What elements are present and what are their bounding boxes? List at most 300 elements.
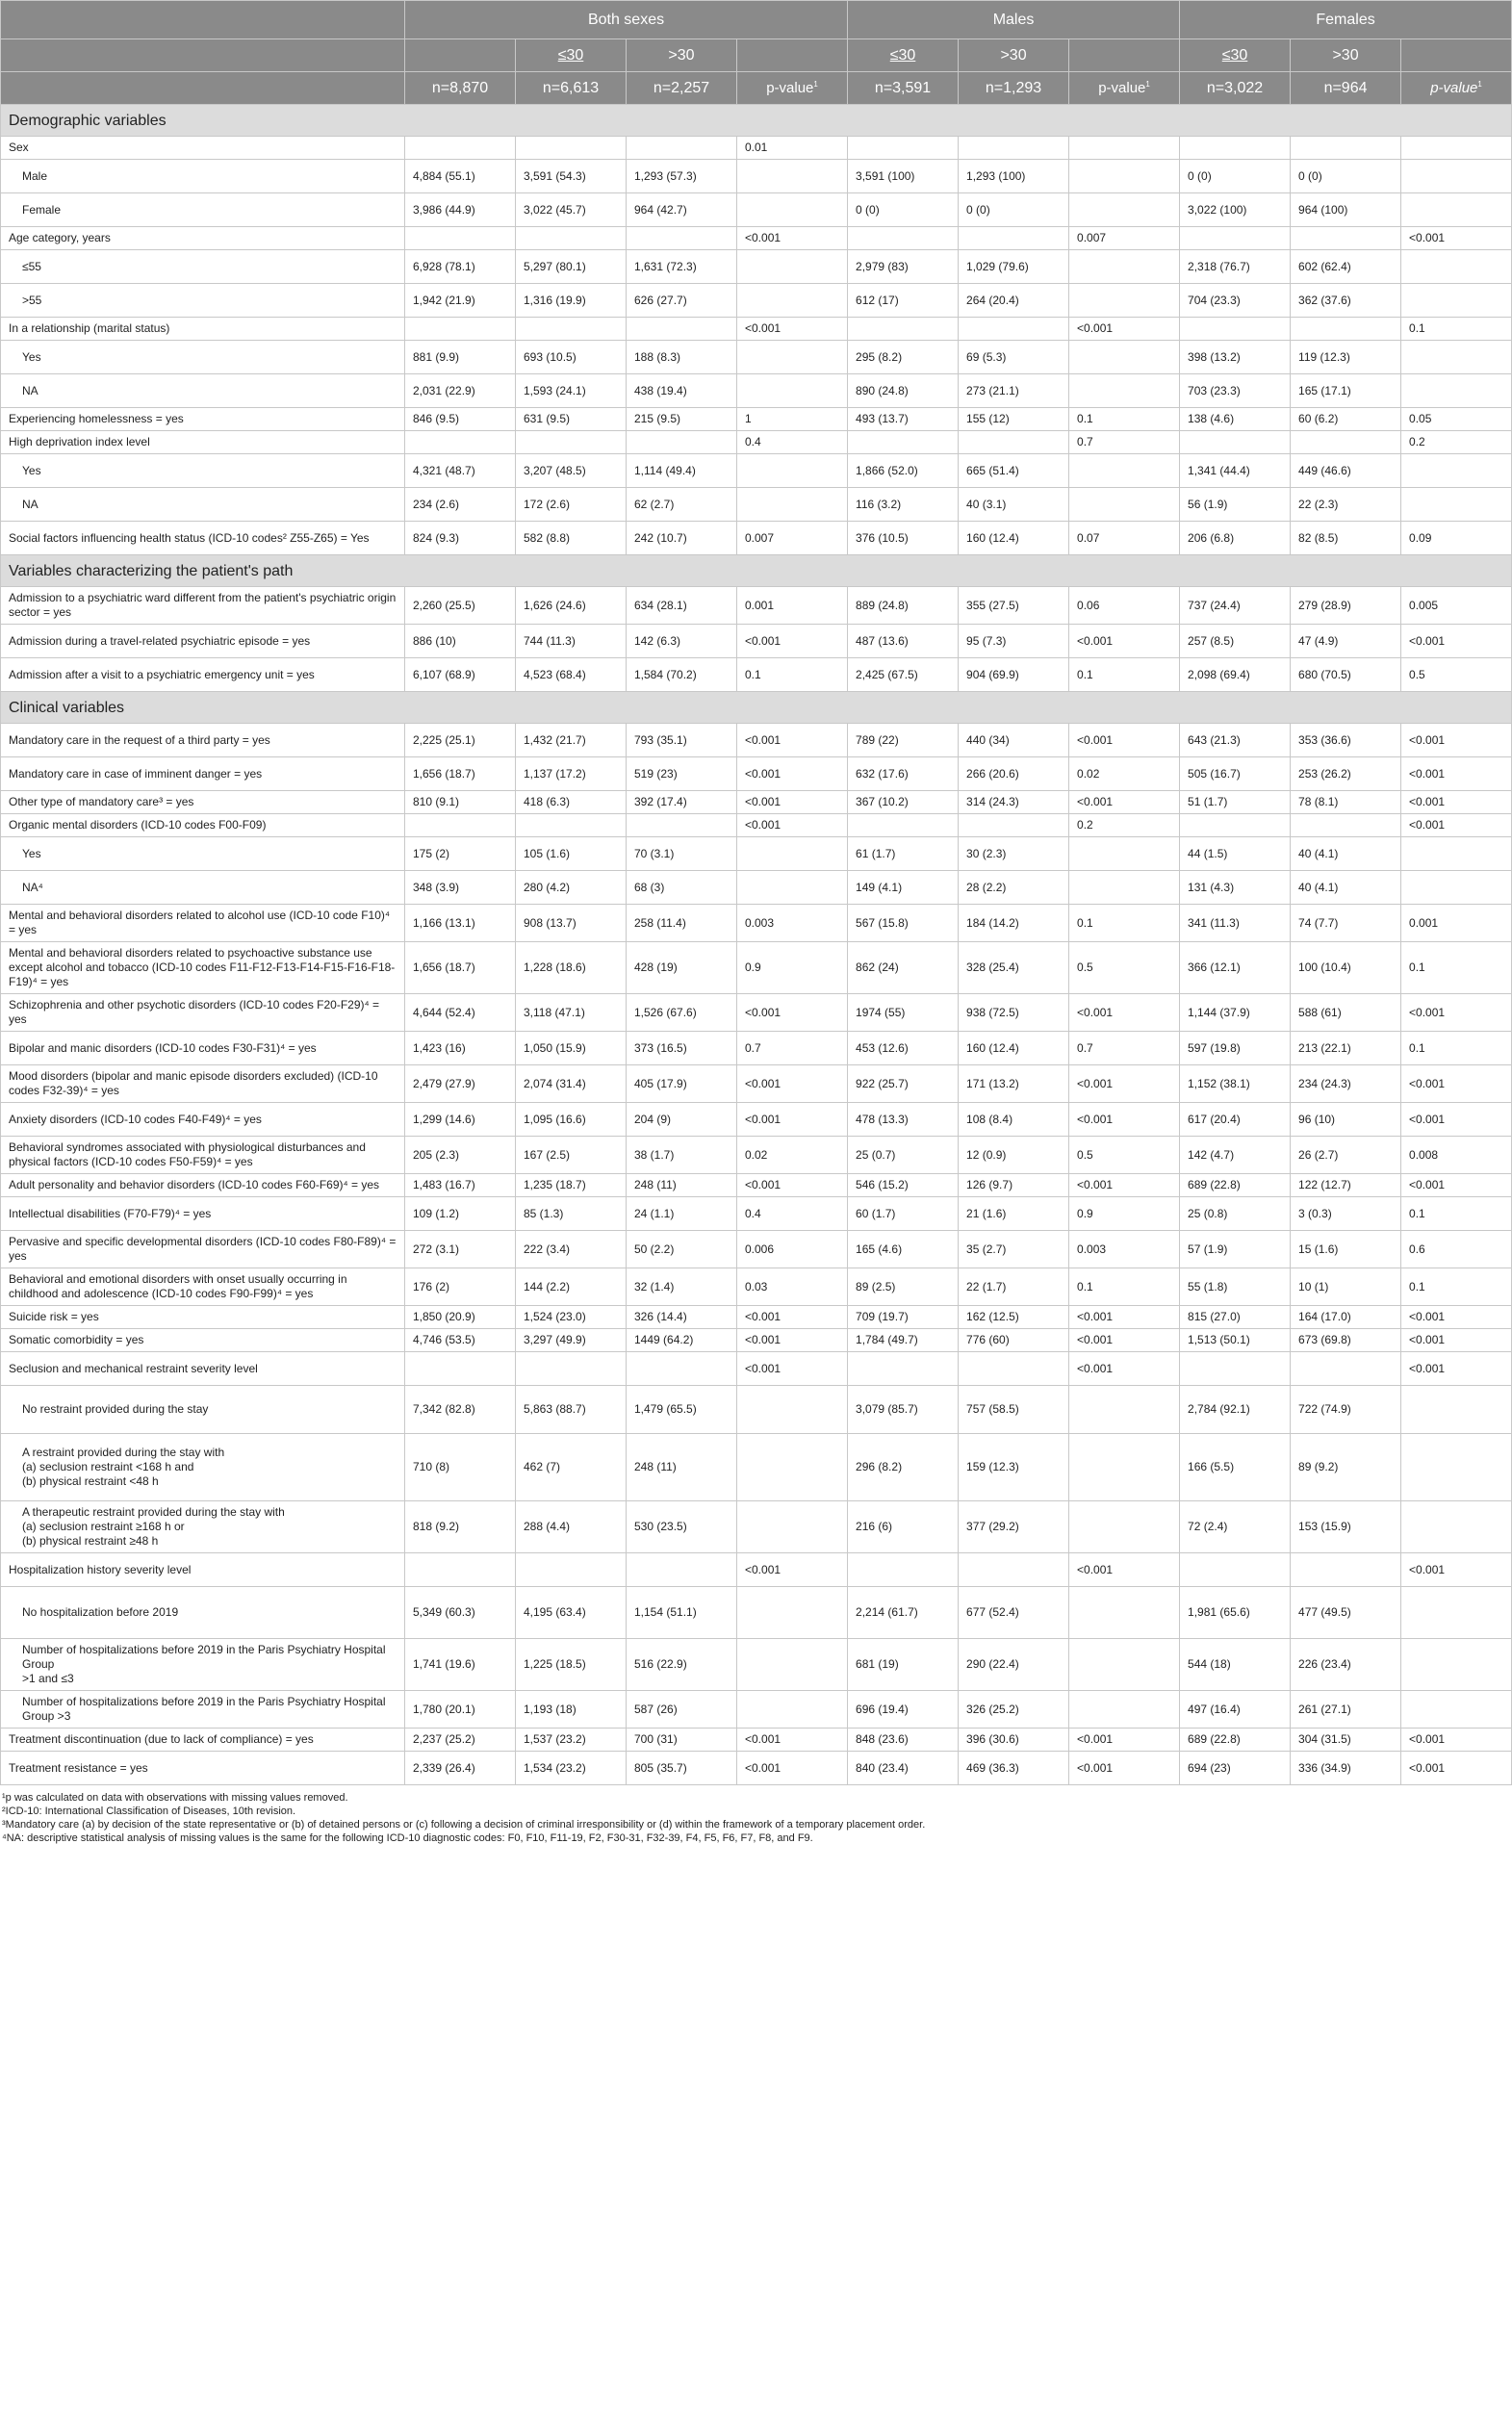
value-cell: 355 (27.5) xyxy=(959,587,1069,625)
value-cell xyxy=(627,137,737,160)
pvalue-cell xyxy=(1401,1386,1512,1434)
table-row xyxy=(1,408,1512,431)
value-cell: 4,884 (55.1) xyxy=(405,160,516,193)
pvalue-cell: 0.07 xyxy=(1069,522,1180,555)
pvalue-cell xyxy=(1069,1639,1180,1691)
pvalue-cell: <0.001 xyxy=(1069,1174,1180,1197)
row-label: Mental and behavioral disorders related to alcohol use (ICD-10 code F10)⁴ = yes xyxy=(1,905,405,942)
value-cell xyxy=(848,227,959,250)
value-cell: 367 (10.2) xyxy=(848,791,959,814)
pvalue-cell: 0.2 xyxy=(1401,431,1512,454)
value-cell: 119 (12.3) xyxy=(1291,341,1401,374)
pvalue-cell: <0.001 xyxy=(1401,1065,1512,1103)
header-sub: >30 xyxy=(1291,39,1401,72)
value-cell: 1,299 (14.6) xyxy=(405,1103,516,1137)
value-cell: 149 (4.1) xyxy=(848,871,959,905)
pvalue-cell: <0.001 xyxy=(1401,1103,1512,1137)
value-cell: 1,524 (23.0) xyxy=(516,1306,627,1329)
pvalue-cell: 0.1 xyxy=(737,658,848,692)
header-pvalue-label: p-value xyxy=(766,80,814,96)
value-cell: 1,850 (20.9) xyxy=(405,1306,516,1329)
value-cell: 51 (1.7) xyxy=(1180,791,1291,814)
header-blank xyxy=(1,39,405,72)
value-cell: 3,079 (85.7) xyxy=(848,1386,959,1434)
pvalue-cell xyxy=(1069,137,1180,160)
pvalue-cell: <0.001 xyxy=(1069,1065,1180,1103)
value-cell: 1,166 (13.1) xyxy=(405,905,516,942)
table-header xyxy=(1,1,1512,105)
value-cell: 3,118 (47.1) xyxy=(516,994,627,1032)
pvalue-cell xyxy=(1401,1691,1512,1729)
value-cell xyxy=(848,318,959,341)
header-group-females: Females xyxy=(1180,1,1512,39)
value-cell: 326 (25.2) xyxy=(959,1691,1069,1729)
pvalue-cell: <0.001 xyxy=(1401,757,1512,791)
pvalue-cell xyxy=(1401,160,1512,193)
value-cell xyxy=(959,1553,1069,1587)
row-label: Sex xyxy=(1,137,405,160)
table-row xyxy=(1,488,1512,522)
row-label: Mandatory care in the request of a third party = yes xyxy=(1,724,405,757)
value-cell xyxy=(405,431,516,454)
value-cell: 810 (9.1) xyxy=(405,791,516,814)
pvalue-cell xyxy=(1401,341,1512,374)
value-cell: 100 (10.4) xyxy=(1291,942,1401,994)
value-cell: 964 (42.7) xyxy=(627,193,737,227)
header-sub: >30 xyxy=(627,39,737,72)
pvalue-cell xyxy=(1401,488,1512,522)
value-cell: 1,741 (19.6) xyxy=(405,1639,516,1691)
header-corner xyxy=(1,1,405,39)
value-cell: 693 (10.5) xyxy=(516,341,627,374)
value-cell: 516 (22.9) xyxy=(627,1639,737,1691)
pvalue-cell: <0.001 xyxy=(737,1329,848,1352)
footnote: ⁴NA: descriptive statistical analysis of missing values is the same for the following ICD-10 diagnostic codes: F0, F10, F11-19, F2, F30-31, F32-39, F4, F5, F6, F7, F8, and F9. xyxy=(2,1832,813,1844)
table-row xyxy=(1,942,1512,994)
value-cell xyxy=(516,227,627,250)
value-cell: 680 (70.5) xyxy=(1291,658,1401,692)
pvalue-cell: 0.1 xyxy=(1401,1197,1512,1231)
value-cell: 818 (9.2) xyxy=(405,1501,516,1553)
pvalue-cell: 0.006 xyxy=(737,1231,848,1268)
value-cell: 38 (1.7) xyxy=(627,1137,737,1174)
pvalue-cell xyxy=(1401,837,1512,871)
section-title: Demographic variables xyxy=(1,105,1512,137)
pvalue-cell: <0.001 xyxy=(737,318,848,341)
value-cell: 530 (23.5) xyxy=(627,1501,737,1553)
value-cell: 5,297 (80.1) xyxy=(516,250,627,284)
header-n: n=1,293 xyxy=(959,72,1069,105)
table-row xyxy=(1,137,1512,160)
pvalue-cell: <0.001 xyxy=(737,1174,848,1197)
pvalue-cell: 0.03 xyxy=(737,1268,848,1306)
value-cell: 5,349 (60.3) xyxy=(405,1587,516,1639)
value-cell: 108 (8.4) xyxy=(959,1103,1069,1137)
row-label: Behavioral syndromes associated with physiological disturbances and physical factors (ICD-10 codes F50-F59)⁴ = yes xyxy=(1,1137,405,1174)
value-cell: 89 (9.2) xyxy=(1291,1434,1401,1501)
value-cell: 213 (22.1) xyxy=(1291,1032,1401,1065)
table-row xyxy=(1,522,1512,555)
value-cell: 377 (29.2) xyxy=(959,1501,1069,1553)
row-label: ≤55 xyxy=(1,250,405,284)
pvalue-cell: 0.001 xyxy=(1401,905,1512,942)
row-label: Age category, years xyxy=(1,227,405,250)
value-cell: 694 (23) xyxy=(1180,1752,1291,1785)
table-row xyxy=(1,1137,1512,1174)
value-cell xyxy=(405,1553,516,1587)
header-n: n=8,870 xyxy=(405,72,516,105)
value-cell: 3,986 (44.9) xyxy=(405,193,516,227)
pvalue-cell: 0.1 xyxy=(1069,905,1180,942)
pvalue-cell xyxy=(1069,454,1180,488)
table-row xyxy=(1,1729,1512,1752)
value-cell: 22 (2.3) xyxy=(1291,488,1401,522)
value-cell: 2,339 (26.4) xyxy=(405,1752,516,1785)
table-row xyxy=(1,284,1512,318)
value-cell: 1,423 (16) xyxy=(405,1032,516,1065)
value-cell: 60 (1.7) xyxy=(848,1197,959,1231)
pvalue-cell: <0.001 xyxy=(737,1306,848,1329)
value-cell: 314 (24.3) xyxy=(959,791,1069,814)
value-cell: 677 (52.4) xyxy=(959,1587,1069,1639)
pvalue-cell: 0.7 xyxy=(1069,1032,1180,1065)
pvalue-cell: 0.5 xyxy=(1069,1137,1180,1174)
value-cell xyxy=(405,814,516,837)
value-cell: 72 (2.4) xyxy=(1180,1501,1291,1553)
header-n: n=3,022 xyxy=(1180,72,1291,105)
row-label: Admission during a travel-related psychiatric episode = yes xyxy=(1,625,405,658)
pvalue-cell: 0.5 xyxy=(1069,942,1180,994)
table-row xyxy=(1,1032,1512,1065)
value-cell: 1,050 (15.9) xyxy=(516,1032,627,1065)
row-label: Mood disorders (bipolar and manic episode disorders excluded) (ICD-10 codes F32-39)⁴ = yes xyxy=(1,1065,405,1103)
row-label: Schizophrenia and other psychotic disorders (ICD-10 codes F20-F29)⁴ = yes xyxy=(1,994,405,1032)
header-sub-label: ≤30 xyxy=(1221,47,1248,64)
pvalue-cell xyxy=(1401,250,1512,284)
row-label: Male xyxy=(1,160,405,193)
value-cell: 138 (4.6) xyxy=(1180,408,1291,431)
value-cell: 1,316 (19.9) xyxy=(516,284,627,318)
header-sub-label: ≤30 xyxy=(889,47,916,64)
value-cell: 1,534 (23.2) xyxy=(516,1752,627,1785)
value-cell: 89 (2.5) xyxy=(848,1268,959,1306)
value-cell xyxy=(959,814,1069,837)
value-cell: 25 (0.8) xyxy=(1180,1197,1291,1231)
value-cell: 673 (69.8) xyxy=(1291,1329,1401,1352)
value-cell: 3 (0.3) xyxy=(1291,1197,1401,1231)
table-row xyxy=(1,1268,1512,1306)
pvalue-cell: 0.6 xyxy=(1401,1231,1512,1268)
value-cell: 2,225 (25.1) xyxy=(405,724,516,757)
value-cell: 248 (11) xyxy=(627,1434,737,1501)
row-label: Hospitalization history severity level xyxy=(1,1553,405,1587)
pvalue-cell xyxy=(1401,1501,1512,1553)
table-row xyxy=(1,1501,1512,1553)
pvalue-cell: 0.005 xyxy=(1401,587,1512,625)
section-header-clinical xyxy=(1,692,1512,724)
pvalue-cell: <0.001 xyxy=(1401,814,1512,837)
table-row xyxy=(1,871,1512,905)
value-cell: 1,626 (24.6) xyxy=(516,587,627,625)
value-cell: 886 (10) xyxy=(405,625,516,658)
value-cell xyxy=(627,227,737,250)
table-row xyxy=(1,1691,1512,1729)
value-cell: 10 (1) xyxy=(1291,1268,1401,1306)
value-cell: 487 (13.6) xyxy=(848,625,959,658)
value-cell: 328 (25.4) xyxy=(959,942,1069,994)
value-cell: 159 (12.3) xyxy=(959,1434,1069,1501)
pvalue-cell: <0.001 xyxy=(1069,625,1180,658)
value-cell: 1,981 (65.6) xyxy=(1180,1587,1291,1639)
value-cell: 398 (13.2) xyxy=(1180,341,1291,374)
pvalue-cell: <0.001 xyxy=(1401,227,1512,250)
pvalue-cell: <0.001 xyxy=(1401,1752,1512,1785)
pvalue-cell xyxy=(1069,1587,1180,1639)
pvalue-cell xyxy=(1401,137,1512,160)
value-cell: 1,193 (18) xyxy=(516,1691,627,1729)
pvalue-cell xyxy=(1069,160,1180,193)
pvalue-cell xyxy=(1069,1386,1180,1434)
value-cell xyxy=(516,1352,627,1386)
value-cell: 105 (1.6) xyxy=(516,837,627,871)
value-cell: 1,095 (16.6) xyxy=(516,1103,627,1137)
value-cell: 216 (6) xyxy=(848,1501,959,1553)
value-cell: 703 (23.3) xyxy=(1180,374,1291,408)
value-cell: 588 (61) xyxy=(1291,994,1401,1032)
value-cell xyxy=(1180,1352,1291,1386)
pvalue-cell xyxy=(737,454,848,488)
value-cell: 25 (0.7) xyxy=(848,1137,959,1174)
section-header-demographic xyxy=(1,105,1512,137)
value-cell: 15 (1.6) xyxy=(1291,1231,1401,1268)
value-cell: 908 (13.7) xyxy=(516,905,627,942)
pvalue-cell xyxy=(737,284,848,318)
pvalue-cell: 0.4 xyxy=(737,431,848,454)
pvalue-cell: 0.1 xyxy=(1401,1032,1512,1065)
pvalue-cell xyxy=(1069,837,1180,871)
table-row xyxy=(1,658,1512,692)
table-row xyxy=(1,1197,1512,1231)
row-label: NA xyxy=(1,488,405,522)
row-label: Pervasive and specific developmental disorders (ICD-10 codes F80-F89)⁴ = yes xyxy=(1,1231,405,1268)
pvalue-cell xyxy=(1401,1587,1512,1639)
pvalue-cell xyxy=(737,341,848,374)
value-cell: 62 (2.7) xyxy=(627,488,737,522)
row-label: Social factors influencing health status (ICD-10 codes² Z55-Z65) = Yes xyxy=(1,522,405,555)
value-cell: 626 (27.7) xyxy=(627,284,737,318)
value-cell: 2,479 (27.9) xyxy=(405,1065,516,1103)
table-row xyxy=(1,1752,1512,1785)
value-cell: 290 (22.4) xyxy=(959,1639,1069,1691)
pvalue-cell: 0.1 xyxy=(1401,318,1512,341)
value-cell: 1,293 (100) xyxy=(959,160,1069,193)
value-cell: 1,631 (72.3) xyxy=(627,250,737,284)
value-cell: 1,593 (24.1) xyxy=(516,374,627,408)
pvalue-cell xyxy=(737,871,848,905)
value-cell: 462 (7) xyxy=(516,1434,627,1501)
value-cell: 634 (28.1) xyxy=(627,587,737,625)
value-cell: 665 (51.4) xyxy=(959,454,1069,488)
value-cell xyxy=(1180,814,1291,837)
row-label: Number of hospitalizations before 2019 in the Paris Psychiatry Hospital Group >1 and ≤3 xyxy=(1,1639,405,1691)
value-cell: 6,107 (68.9) xyxy=(405,658,516,692)
pvalue-cell xyxy=(737,1587,848,1639)
pvalue-cell: 0.02 xyxy=(737,1137,848,1174)
table-row xyxy=(1,160,1512,193)
value-cell: 122 (12.7) xyxy=(1291,1174,1401,1197)
pvalue-cell: <0.001 xyxy=(1401,1729,1512,1752)
value-cell: 184 (14.2) xyxy=(959,905,1069,942)
header-pvalue-sup: 1 xyxy=(813,80,818,89)
value-cell xyxy=(1180,431,1291,454)
pvalue-cell xyxy=(737,488,848,522)
value-cell: 544 (18) xyxy=(1180,1639,1291,1691)
value-cell: 710 (8) xyxy=(405,1434,516,1501)
value-cell xyxy=(848,137,959,160)
pvalue-cell: <0.001 xyxy=(1401,625,1512,658)
value-cell: 22 (1.7) xyxy=(959,1268,1069,1306)
value-cell: 376 (10.5) xyxy=(848,522,959,555)
table-row xyxy=(1,837,1512,871)
value-cell: 1,144 (37.9) xyxy=(1180,994,1291,1032)
value-cell xyxy=(848,1553,959,1587)
value-cell: 3,207 (48.5) xyxy=(516,454,627,488)
value-cell: 505 (16.7) xyxy=(1180,757,1291,791)
pvalue-cell: 0.007 xyxy=(737,522,848,555)
value-cell: 144 (2.2) xyxy=(516,1268,627,1306)
pvalue-cell: 0.1 xyxy=(1401,942,1512,994)
value-cell: 2,031 (22.9) xyxy=(405,374,516,408)
value-cell: 242 (10.7) xyxy=(627,522,737,555)
value-cell: 631 (9.5) xyxy=(516,408,627,431)
value-cell: 172 (2.6) xyxy=(516,488,627,522)
value-cell: 109 (1.2) xyxy=(405,1197,516,1231)
value-cell: 2,979 (83) xyxy=(848,250,959,284)
table-row xyxy=(1,431,1512,454)
table-row xyxy=(1,1329,1512,1352)
value-cell: 428 (19) xyxy=(627,942,737,994)
value-cell: 362 (37.6) xyxy=(1291,284,1401,318)
header-group-males: Males xyxy=(848,1,1180,39)
row-label: Treatment resistance = yes xyxy=(1,1752,405,1785)
value-cell: 164 (17.0) xyxy=(1291,1306,1401,1329)
value-cell: 1,137 (17.2) xyxy=(516,757,627,791)
footnote: ²ICD-10: International Classification of Diseases, 10th revision. xyxy=(2,1806,296,1817)
value-cell xyxy=(848,814,959,837)
pvalue-cell: <0.001 xyxy=(737,757,848,791)
value-cell: 126 (9.7) xyxy=(959,1174,1069,1197)
value-cell: 248 (11) xyxy=(627,1174,737,1197)
pvalue-cell: 0.9 xyxy=(737,942,848,994)
value-cell: 4,195 (63.4) xyxy=(516,1587,627,1639)
value-cell: 632 (17.6) xyxy=(848,757,959,791)
table-row xyxy=(1,905,1512,942)
value-cell: 258 (11.4) xyxy=(627,905,737,942)
value-cell: 478 (13.3) xyxy=(848,1103,959,1137)
pvalue-cell: <0.001 xyxy=(1069,1352,1180,1386)
value-cell: 288 (4.4) xyxy=(516,1501,627,1553)
table-row xyxy=(1,1434,1512,1501)
value-cell: 1,656 (18.7) xyxy=(405,757,516,791)
pvalue-cell xyxy=(737,1501,848,1553)
value-cell: 938 (72.5) xyxy=(959,994,1069,1032)
value-cell: 776 (60) xyxy=(959,1329,1069,1352)
value-cell: 234 (2.6) xyxy=(405,488,516,522)
pvalue-cell: 0.5 xyxy=(1401,658,1512,692)
value-cell: 2,425 (67.5) xyxy=(848,658,959,692)
value-cell: 789 (22) xyxy=(848,724,959,757)
value-cell: 805 (35.7) xyxy=(627,1752,737,1785)
pvalue-cell xyxy=(737,374,848,408)
value-cell: 1,029 (79.6) xyxy=(959,250,1069,284)
pvalue-cell: <0.001 xyxy=(737,1553,848,1587)
value-cell: 722 (74.9) xyxy=(1291,1386,1401,1434)
section-header-path xyxy=(1,555,1512,587)
footnote: ¹p was calculated on data with observations with missing values removed. xyxy=(2,1792,348,1804)
value-cell xyxy=(1291,814,1401,837)
pvalue-cell: <0.001 xyxy=(737,791,848,814)
value-cell: 153 (15.9) xyxy=(1291,1501,1401,1553)
value-cell: 21 (1.6) xyxy=(959,1197,1069,1231)
value-cell xyxy=(516,1553,627,1587)
header-sub xyxy=(1180,39,1291,72)
pvalue-cell xyxy=(737,1386,848,1434)
row-label: Seclusion and mechanical restraint severity level xyxy=(1,1352,405,1386)
table-body xyxy=(1,105,1512,1785)
pvalue-cell: 0.001 xyxy=(737,587,848,625)
value-cell: 4,523 (68.4) xyxy=(516,658,627,692)
value-cell: 341 (11.3) xyxy=(1180,905,1291,942)
pvalue-cell: 0.4 xyxy=(737,1197,848,1231)
pvalue-cell xyxy=(1069,1434,1180,1501)
value-cell: 1,526 (67.6) xyxy=(627,994,737,1032)
value-cell xyxy=(627,1553,737,1587)
table-row xyxy=(1,1386,1512,1434)
pvalue-cell xyxy=(737,160,848,193)
value-cell: 353 (36.6) xyxy=(1291,724,1401,757)
value-cell: 32 (1.4) xyxy=(627,1268,737,1306)
table-row xyxy=(1,1352,1512,1386)
table-row xyxy=(1,341,1512,374)
value-cell: 681 (19) xyxy=(848,1639,959,1691)
value-cell: 793 (35.1) xyxy=(627,724,737,757)
value-cell: 47 (4.9) xyxy=(1291,625,1401,658)
value-cell: 1,341 (44.4) xyxy=(1180,454,1291,488)
value-cell xyxy=(627,1352,737,1386)
value-cell: 405 (17.9) xyxy=(627,1065,737,1103)
value-cell: 1,432 (21.7) xyxy=(516,724,627,757)
value-cell xyxy=(1291,431,1401,454)
footnote: ³Mandatory care (a) by decision of the state representative or (b) of detained persons or (c) following a decision of criminal irresponsibility or (d) within the framework of a temporary placement order. xyxy=(2,1819,926,1831)
value-cell: 222 (3.4) xyxy=(516,1231,627,1268)
table-row xyxy=(1,994,1512,1032)
pvalue-cell: <0.001 xyxy=(737,1729,848,1752)
table-row xyxy=(1,454,1512,488)
value-cell: 261 (27.1) xyxy=(1291,1691,1401,1729)
value-cell: 205 (2.3) xyxy=(405,1137,516,1174)
value-cell xyxy=(959,227,1069,250)
header-sub xyxy=(848,39,959,72)
pvalue-cell: <0.001 xyxy=(1069,1729,1180,1752)
value-cell: 3,297 (49.9) xyxy=(516,1329,627,1352)
pvalue-cell: <0.001 xyxy=(1069,1306,1180,1329)
value-cell: 188 (8.3) xyxy=(627,341,737,374)
value-cell: 3,022 (100) xyxy=(1180,193,1291,227)
value-cell xyxy=(627,814,737,837)
value-cell: 1,866 (52.0) xyxy=(848,454,959,488)
value-cell: 704 (23.3) xyxy=(1180,284,1291,318)
value-cell: 155 (12) xyxy=(959,408,1069,431)
